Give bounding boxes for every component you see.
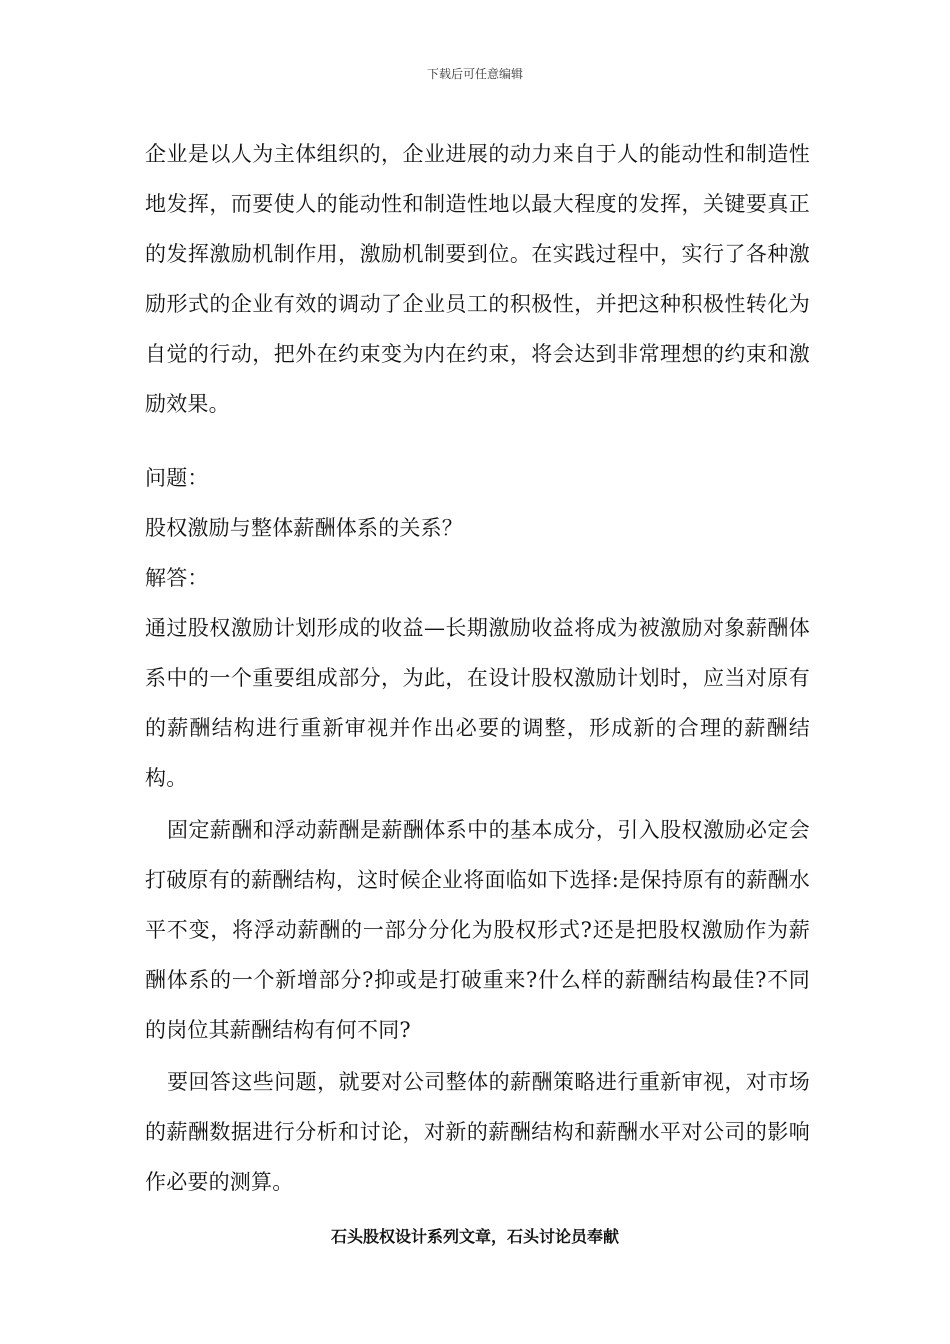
question-label: 问题： (145, 466, 209, 490)
document-body (145, 129, 810, 1207)
answer-paragraph-3: 要回答这些问题，就要对公司整体的薪酬策略进行重新审视，对市场的薪酬数据进行分析和讨论，对新的薪酬结构和薪酬水平对公司的影响作必要的测算。 (145, 1070, 810, 1194)
page-header: 下载后可任意编辑 (426, 67, 523, 81)
answer-label: 解答： (145, 566, 209, 590)
question-text: 股权激励与整体薪酬体系的关系？ (145, 516, 463, 540)
answer-paragraph-2: 固定薪酬和浮动薪酬是薪酬体系中的基本成分，引入股权激励必定会打破原有的薪酬结构，这时候企业将面临如下选择:是保持原有的薪酬水平不变，将浮动薪酬的一部分分化为股权形式?还是把股权激励作为薪酬体系的一个新增部分?抑或是打破重来?什么样的薪酬结构最佳?不同的岗位其薪酬结构有何不同? (145, 818, 810, 1042)
answer-paragraph-1: 通过股权激励计划形成的收益—长期激励收益将成为被激励对象薪酬体系中的一个重要组成部分，为此，在设计股权激励计划时，应当对原有的薪酬结构进行重新审视并作出必要的调整，形成新的合理的薪酬结构。 (145, 616, 810, 790)
page-footer: 石头股权设计系列文章，石头讨论员奉献 (330, 1227, 619, 1246)
intro-paragraph: 企业是以人为主体组织的，企业进展的动力来自于人的能动性和制造性地发挥，而要使人的能动性和制造性地以最大程度的发挥，关键要真正的发挥激励机制作用，激励机制要到位。在实践过程中，实行了各种激励形式的企业有效的调动了企业员工的积极性，并把这种积极性转化为自觉的行动，把外在约束变为内在约束，将会达到非常理想的约束和激励效果。 (145, 142, 810, 416)
